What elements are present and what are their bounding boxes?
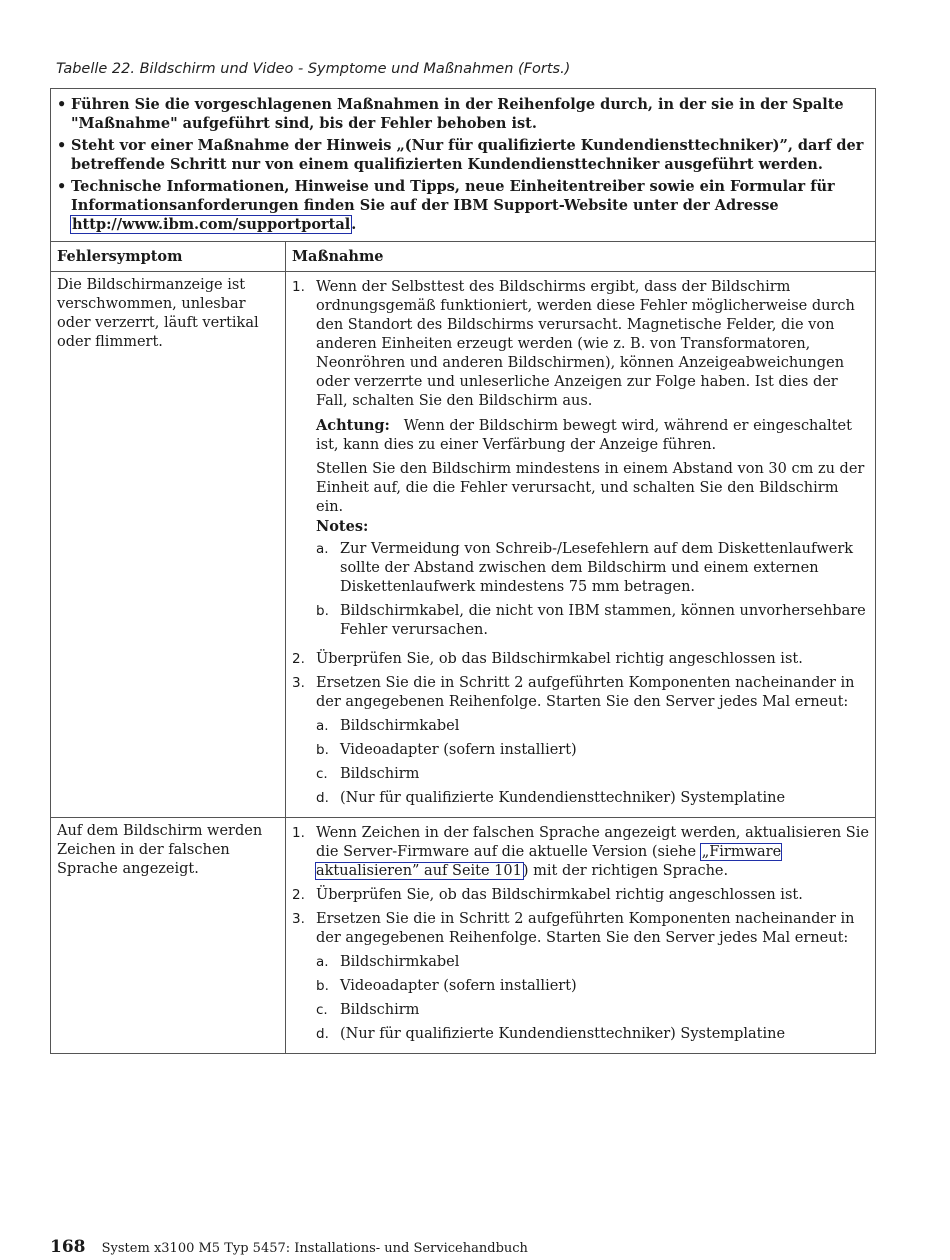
bullet-icon: •: [57, 137, 67, 154]
step-body: [316, 910, 869, 1044]
footer-title: System x3100 M5 Typ 5457: Installations- und Servicehandbuch: [101, 1241, 528, 1256]
sub-number: a.: [316, 541, 329, 557]
sub-number: c.: [316, 1002, 328, 1018]
component-item: [316, 741, 869, 760]
step-text: Überprüfen Sie, ob das Bildschirmkabel richtig angeschlossen ist.: [316, 887, 803, 903]
sub-text: Bildschirmkabel: [340, 954, 460, 970]
note-text: Führen Sie die vorgeschlagenen Maßnahmen in der Reihenfolge durch, in der sie in der Spalte "Maßnahme" aufgeführt sind, bis der Fehler behoben ist.: [71, 96, 844, 132]
component-item: [316, 953, 869, 972]
note-item: [57, 136, 865, 174]
symptom-cell: Auf dem Bildschirm werden Zeichen in der falschen Sprache angezeigt.: [51, 818, 286, 1053]
action-cell: [286, 818, 875, 1053]
page-number: 168: [50, 1237, 86, 1257]
step-body: [316, 278, 869, 645]
note-text: Steht vor einer Maßnahme der Hinweis „(Nur für qualifizierte Kundendiensttechniker)”, darf der betreffende Schritt nur von einem qualifizierten Kundendiensttechniker ausgeführt werden.: [71, 137, 864, 173]
sub-number: b.: [316, 603, 329, 619]
sub-number: b.: [316, 978, 329, 994]
note-item: [57, 95, 865, 133]
step: [292, 650, 869, 669]
sub-number: c.: [316, 766, 328, 782]
sub-text: Bildschirm: [340, 1002, 420, 1018]
notes-label: Notes:: [316, 518, 369, 535]
header-symptom: Fehlersymptom: [51, 242, 286, 271]
symptom-cell: Die Bildschirmanzeige ist verschwommen, unlesbar oder verzerrt, läuft vertikal oder flimmert.: [51, 272, 286, 817]
firmware-update-link[interactable]: „Firmware aktualisieren” auf Seite 101: [316, 844, 782, 879]
sub-text: Videoadapter (sofern installiert): [340, 742, 577, 758]
component-item: [316, 1001, 869, 1020]
attention-text: [316, 416, 869, 455]
header-action: Maßnahme: [292, 248, 384, 265]
step-text: Ersetzen Sie die in Schritt 2 aufgeführten Komponenten nacheinander in der angegebenen Reihenfolge. Starten Sie den Server jedes Mal erneut:: [316, 911, 855, 946]
component-item: [316, 717, 869, 736]
sub-text: Bildschirmkabel, die nicht von IBM stammen, können unvorhersehbare Fehler verursachen.: [340, 603, 866, 638]
component-item: [316, 977, 869, 996]
note-text-pre: Technische Informationen, Hinweise und Tipps, neue Einheitentreiber sowie ein Formular für Informationsanforderungen finden Sie auf der IBM Support-Website unter der Adresse: [71, 178, 835, 214]
step-text: [316, 824, 869, 881]
step-text-post: ) mit der richtigen Sprache.: [522, 863, 729, 879]
distance-text: Stellen Sie den Bildschirm mindestens in einem Abstand von 30 cm zu der Einheit auf, die die Fehler verursacht, und schalten Sie den Bildschirm ein.: [316, 461, 865, 515]
table-row: [51, 272, 875, 818]
step: [292, 886, 869, 905]
step-text: Überprüfen Sie, ob das Bildschirmkabel richtig angeschlossen ist.: [316, 651, 803, 667]
step-number: 1.: [292, 279, 305, 295]
step: [292, 910, 869, 1044]
table-notes: [51, 89, 875, 242]
step-number: 2.: [292, 887, 305, 903]
sub-number: d.: [316, 1026, 329, 1042]
step-number: 2.: [292, 651, 305, 667]
note-text: [71, 177, 865, 234]
step: [292, 674, 869, 808]
attention-body: Wenn der Bildschirm bewegt wird, während er eingeschaltet ist, kann dies zu einer Verfärbung der Anzeige führen.: [316, 418, 852, 453]
action-cell: [286, 272, 875, 817]
bullet-icon: •: [57, 96, 67, 113]
sub-text: Bildschirm: [340, 766, 420, 782]
step-text: Ersetzen Sie die in Schritt 2 aufgeführten Komponenten nacheinander in der angegebenen Reihenfolge. Starten Sie den Server jedes Mal erneut:: [316, 675, 855, 710]
component-item: [316, 765, 869, 784]
sub-text: (Nur für qualifizierte Kundendiensttechniker) Systemplatine: [340, 790, 786, 806]
symptom-table: [50, 88, 876, 1054]
step-number: 3.: [292, 911, 305, 927]
sub-text: Videoadapter (sofern installiert): [340, 978, 577, 994]
table-row: [51, 818, 875, 1053]
sub-number: a.: [316, 954, 329, 970]
attention-label: Achtung:: [316, 417, 390, 434]
component-item: [316, 789, 869, 808]
component-item: [316, 1025, 869, 1044]
step-body: [316, 674, 869, 808]
step-number: 3.: [292, 675, 305, 691]
note-sub-item: [316, 602, 869, 640]
table-caption: Tabelle 22. Bildschirm und Video - Symptome und Maßnahmen (Forts.): [56, 61, 571, 77]
sub-text: Bildschirmkabel: [340, 718, 460, 734]
sub-number: b.: [316, 742, 329, 758]
note-item: [57, 177, 865, 234]
step: [292, 278, 869, 645]
step-text: Wenn der Selbsttest des Bildschirms ergibt, dass der Bildschirm ordnungsgemäß funktioniert, werden diese Fehler möglicherweise durch den Standort des Bildschirms verursacht. Magnetische Felder, die von anderen Einheiten erzeugt werden (wie z. B. von Transformatoren, Neonröhren und anderen Bildschirmen), können Anzeigeabweichungen oder verzerrte und unleserliche Anzeigen zur Folge haben. Ist dies der Fall, schalten Sie den Bildschirm aus.: [316, 279, 855, 409]
step-number: 1.: [292, 825, 305, 841]
sub-text: Zur Vermeidung von Schreib-/Lesefehlern auf dem Diskettenlaufwerk sollte der Abstand zwischen dem Bildschirm und einem externen Diskettenlaufwerk mindestens 75 mm betragen.: [340, 541, 854, 595]
sub-text: (Nur für qualifizierte Kundendiensttechniker) Systemplatine: [340, 1026, 786, 1042]
note-text-post: .: [351, 216, 357, 233]
bullet-icon: •: [57, 178, 67, 195]
step-text-pre: Wenn Zeichen in der falschen Sprache angezeigt werden, aktualisieren Sie die Server-Firmware auf die aktuelle Version (siehe: [316, 825, 869, 860]
note-sub-item: [316, 540, 869, 597]
sub-number: a.: [316, 718, 329, 734]
step: [292, 824, 869, 881]
table-header-row: [51, 242, 875, 272]
page-footer: [50, 1237, 528, 1257]
sub-number: d.: [316, 790, 329, 806]
support-portal-link[interactable]: http://www.ibm.com/supportportal: [72, 216, 351, 233]
